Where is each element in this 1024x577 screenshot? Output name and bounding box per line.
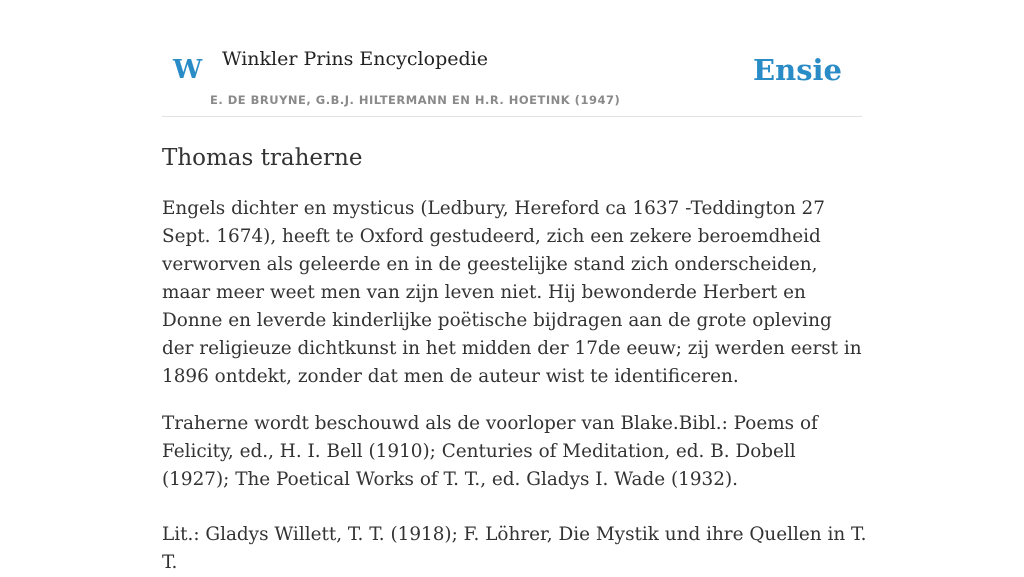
encyclopedia-logo-icon[interactable]: W: [173, 55, 203, 85]
header: [162, 0, 862, 117]
page-container: [162, 0, 867, 577]
ensie-brand-logo[interactable]: Ensie: [753, 53, 842, 87]
article-title: Thomas traherne: [162, 145, 363, 171]
article-paragraph: Engels dichter en mysticus (Ledbury, Hereford ca 1637 -Teddington 27 Sept. 1674), heeft te Oxford gestudeerd, zich een zekere beroemdheid verworven als geleerde en in de geestelijke stand zich onderscheiden, maar meer weet men van zijn leven niet. Hij bewonderde Herbert en Donne en leverde kinderlijke poëtische bijdragen aan de grote opleving der religieuze dichtkunst in het midden der 17de eeuw; zij werden eerst in 1896 ontdekt, zonder dat men de auteur wist te identificeren.: [162, 198, 862, 387]
publication-title[interactable]: Winkler Prins Encyclopedie: [222, 48, 488, 70]
article-paragraph: Traherne wordt beschouwd als de voorloper van Blake.Bibl.: Poems of Felicity, ed., H. I. Bell (1910); Centuries of Meditation, ed. B. Dobell (1927); The Poetical Works of T. T., ed. Gladys I. Wade (1932).: [162, 413, 818, 490]
article-paragraph: Lit.: Gladys Willett, T. T. (1918); F. Löhrer, Die Mystik und ihre Quellen in T. T.: [162, 524, 867, 573]
publication-authors: E. DE BRUYNE, G.B.J. HILTERMANN EN H.R. HOETINK (1947): [210, 93, 621, 107]
